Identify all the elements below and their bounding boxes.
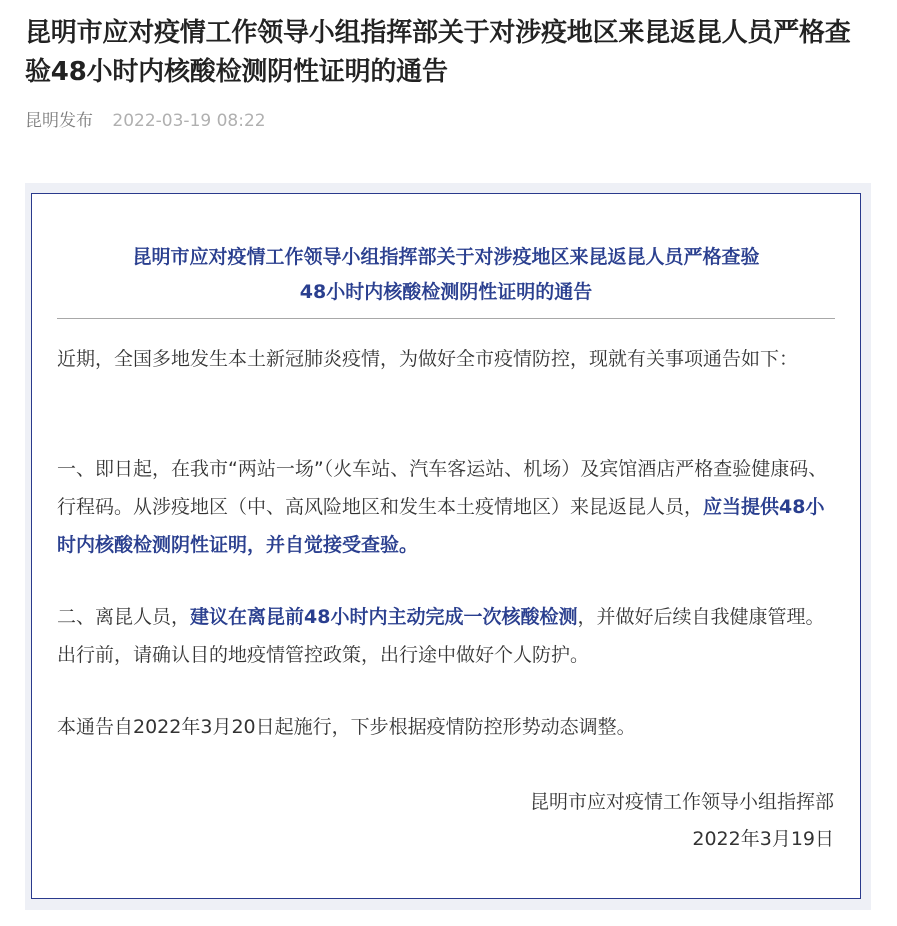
signature-date: 2022年3月19日 [692,828,834,850]
notice-paragraph-two [57,598,837,674]
paragraph-two-prefix: 二、离昆人员， [57,606,191,628]
notice-divider [57,318,835,319]
paragraph-one-highlight: 应当提供48小时内核酸检测阴性证明，并自觉接受查验。 [57,496,825,556]
notice-title-line1: 昆明市应对疫情工作领导小组指挥部关于对涉疫地区来昆返昆人员严格查验 [132,246,760,268]
article-datetime: 2022-03-19 08:22 [112,111,266,131]
article-meta [25,109,266,133]
notice-paragraph-one [57,450,837,564]
paragraph-two-highlight: 建议在离昆前48小时内主动完成一次核酸检测 [190,606,578,628]
paragraph-one-text: 一、即日起，在我市“两站一场”（火车站、汽车客运站、机场）及宾馆酒店严格查验健康码、行程码。从涉疫地区（中、高风险地区和发生本土疫情地区）来昆返昆人员， [57,458,828,518]
notice-paragraph-effective: 本通告自2022年3月20日起施行，下步根据疫情防控形势动态调整。 [57,716,636,738]
notice-paragraph-intro: 近期，全国多地发生本土新冠肺炎疫情，为做好全市疫情防控，现就有关事项通告如下： [57,348,799,370]
notice-image-frame [31,193,861,899]
article-title: 昆明市应对疫情工作领导小组指挥部关于对涉疫地区来昆返昆人员严格查验48小时内核酸检测阴性证明的通告 [25,18,851,87]
notice-title [65,240,827,310]
signature-organization: 昆明市应对疫情工作领导小组指挥部 [529,791,834,813]
article-source-link[interactable]: 昆明发布 [25,111,93,131]
paragraph-two-suffix: ，并做好后续自我健康管理。出行前，请确认目的地疫情管控政策，出行途中做好个人防护。 [57,606,825,666]
notice-title-line2: 48小时内核酸检测阴性证明的通告 [299,281,593,303]
